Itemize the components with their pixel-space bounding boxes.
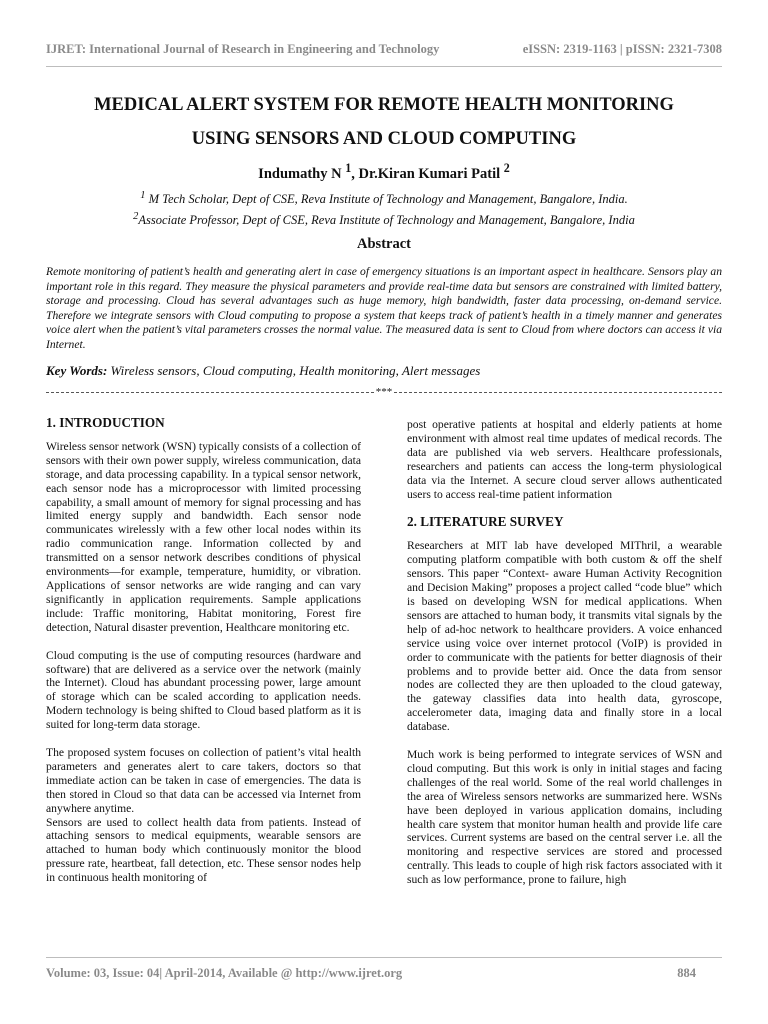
volume-info: Volume: 03, Issue: 04| April-2014, Available @ http://www.ijret.org [46, 966, 403, 980]
author-1-marker: 1 [345, 161, 352, 175]
survey-paragraph-2: Much work is being performed to integrate services of WSN and cloud computing. But this work is only in initial stages and facing challenges of the real world. Some of the real world challenges in the area of Wireless sensors networks are summarized here. WSNs have been deployed in various application domains, including health care system that monitor human health and provide life care services. Current systems are based on the central server i.e. all the monitoring and respective services are stored and processed centrally. This leads to couple of high risk factors associated with it such as low performance, prone to failure, high [407, 748, 722, 887]
divider-line-right [394, 392, 722, 393]
abstract-heading: Abstract [357, 236, 411, 252]
intro-paragraph-3: The proposed system focuses on collection of patient’s vital health parameters and generates alert to care takers, doctors so that immediate action can be taken in case of emergencies. The data is then stored in Cloud so that data can be accessed via Internet from anywhere anytime. [46, 746, 361, 815]
survey-paragraph-1: Researchers at MIT lab have developed MIThril, a wearable computing platform compatible with both custom & off the shelf sensors. This paper “Context- aware Human Activity Recognition and Decision Making” proposes a project called “code blue” which is based on developing WSN for medical applications. When sensors are attached to human body, it transmits vital signals by the help of ad-hoc network to healthcare providers. A voice enhanced service using voice over internet protocol (VoIP) is provided in order to communicate with the patients for better diagnosis of their problems and to provide better aid. Once the data from sensor nodes are collected they are then uploaded to the cloud gateway, the gateway classifies data into health data, gyroscope, accelerometer data, imaging data and finally store in a local database. [407, 539, 722, 734]
header-rule [46, 66, 722, 67]
intro-paragraph-4: Sensors are used to collect health data from patients. Instead of attaching sensors to medical equipments, wearable sensors are attached to human body which continuously monitor the blood pressure rate, heartbeat, fall detection, etc. These sensor nodes help in continuous health monitoring of [46, 815, 361, 885]
affiliation-2-marker: 2 [133, 211, 139, 223]
divider-stars: *** [375, 386, 393, 398]
intro-paragraph-continued: post operative patients at hospital and elderly patients at home environment with almost real time updates of medical records. The data are published via web servers. Healthcare professionals, researchers and patients can access the long-term physiological data via the Internet. A secure cloud server allows authenticated users to access real-time patient information [407, 418, 722, 501]
section-heading-literature-survey: 2. LITERATURE SURVEY [407, 514, 564, 530]
right-column [407, 418, 722, 901]
affiliation-1 [40, 187, 728, 208]
author-list [40, 161, 728, 183]
intro-paragraph-2: Cloud computing is the use of computing resources (hardware and software) that are delivered as a service over the network (mainly the Internet). Cloud has abundant processing power, large amount of storage which can be scaled according to application needs. Modern technology is being shifted to Cloud based platform as it is suited for long-term data storage. [46, 648, 361, 732]
title-line-2: USING SENSORS AND CLOUD COMPUTING [191, 129, 577, 149]
abstract-text: Remote monitoring of patient’s health and generating alert in case of emergency situations is an important aspect in healthcare. Sensors play an important role in this regard. They measure the physical parameters and provide real-time data but sensors are constrained with limited battery, storage and processing. Cloud has several advantages such as huge memory, high bandwidth, faster data processing, on-demand service. Therefore we integrate sensors with Cloud computing to propose a system that keeps track of patient’s health in a timely manner and generates voice alert when the patient’s vital parameters crosses the normal value. The measured data is sent to Cloud from where doctors can access it via Internet. [46, 265, 722, 351]
author-2-marker: 2 [503, 161, 510, 175]
running-footer [46, 966, 722, 981]
section-heading-introduction: 1. INTRODUCTION [46, 415, 165, 430]
keywords [46, 363, 722, 379]
affiliation-1-text: M Tech Scholar, Dept of CSE, Reva Institute of Technology and Management, Bangalore, India. [145, 192, 628, 207]
affiliation-1-marker: 1 [140, 190, 146, 201]
running-header [46, 42, 722, 57]
section-divider [46, 386, 722, 398]
author-2: Dr.Kiran Kumari Patil [358, 165, 501, 182]
author-separator: , [351, 165, 359, 182]
footer-rule [46, 957, 722, 958]
affiliation-2-text: Associate Professor, Dept of CSE, Reva Institute of Technology and Management, Bangalore, India [138, 213, 635, 228]
author-1: Indumathy N [258, 165, 342, 182]
divider-line-left [46, 392, 374, 393]
paper-title [40, 88, 728, 156]
affiliation-2 [40, 208, 728, 229]
affiliations [40, 187, 728, 229]
title-line-1: MEDICAL ALERT SYSTEM FOR REMOTE HEALTH MONITORING [94, 95, 674, 115]
intro-paragraph-1: Wireless sensor network (WSN) typically consists of a collection of sensors with their own power supply, wireless communication, data storage, and data processing capability. In a typical sensor network, each sensor node has a microprocessor with limited processing capability, a small amount of memory for signal processing and has limited energy supply and bandwidth. Each sensor node communicates wirelessly with a few other local nodes within its radio communication range. Information collected by and transmitted on a sensor network describes conditions of physical environments—for example, temperature, humidity, or vibration. Applications of sensor networks are wide ranging and can vary significantly in application requirements. Sample applications include: Traffic monitoring, Habitat monitoring, Forest fire detection, Natural disaster prevention, Healthcare monitoring etc. [46, 439, 361, 634]
left-column [46, 416, 361, 885]
issn-info: eISSN: 2319-1163 | pISSN: 2321-7308 [522, 42, 722, 56]
journal-name: IJRET: International Journal of Research in Engineering and Technology [46, 42, 440, 56]
page-number: 884 [677, 966, 696, 980]
keywords-label: Key Words: [46, 363, 108, 378]
keywords-value: Wireless sensors, Cloud computing, Health monitoring, Alert messages [107, 363, 481, 378]
